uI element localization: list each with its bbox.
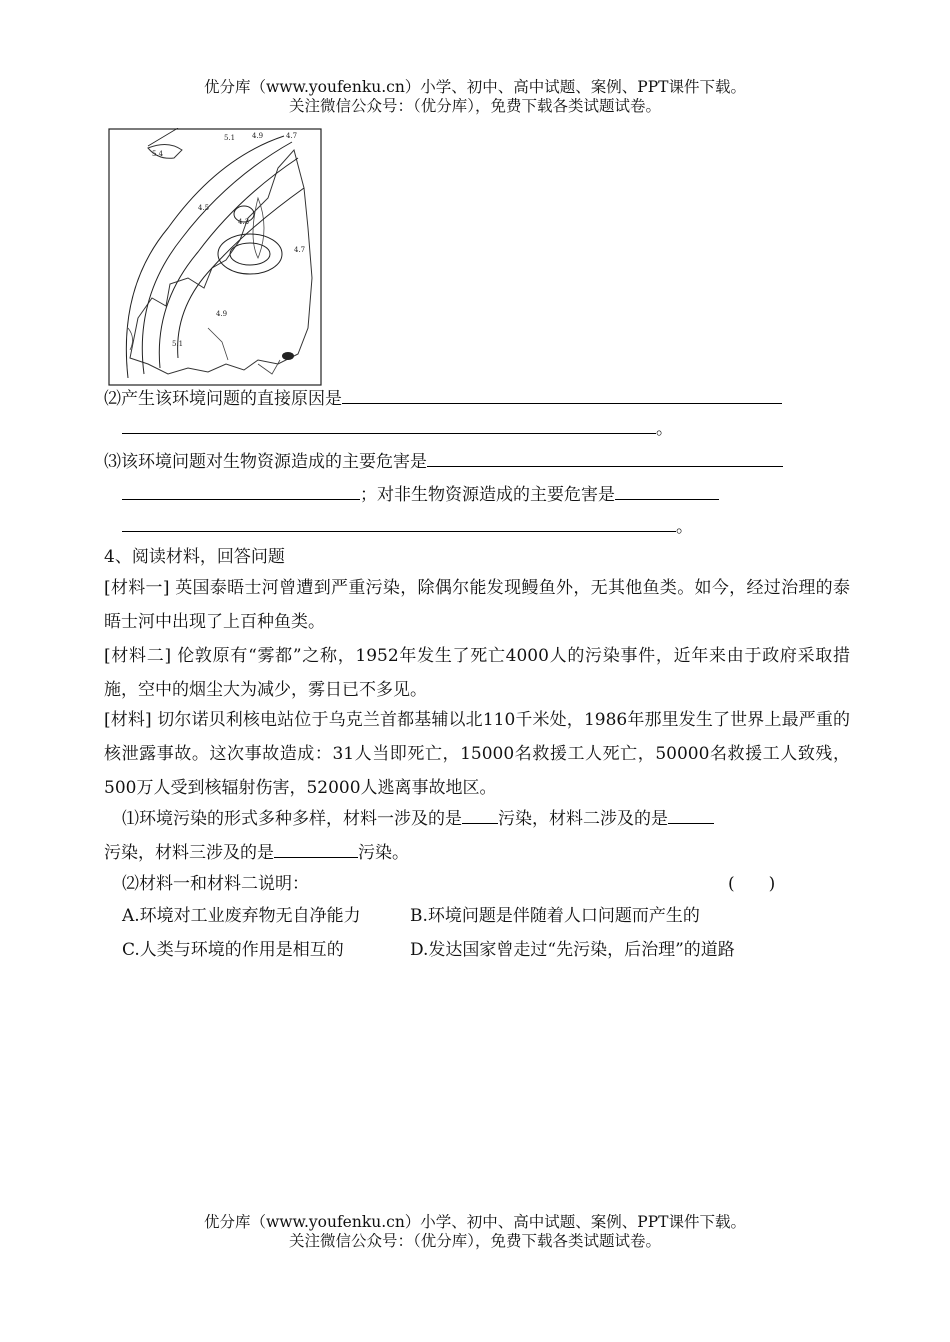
contour-label: 5.1 bbox=[224, 134, 236, 142]
page-footer bbox=[0, 1213, 950, 1251]
sub-question-1-line-2 bbox=[104, 840, 409, 864]
contour-label: 5.4 bbox=[152, 150, 164, 158]
question-2 bbox=[104, 386, 782, 410]
question-2-line-2 bbox=[122, 416, 673, 440]
question-3 bbox=[104, 449, 783, 473]
contour-label: 4.9 bbox=[252, 132, 264, 140]
europe-acid-rain-map bbox=[108, 128, 322, 386]
sub-question-1-text: 污染，材料二涉及的是 bbox=[498, 809, 668, 829]
period: 。 bbox=[676, 517, 693, 537]
footer-line-2: 关注微信公众号：（优分库），免费下载各类试题试卷。 bbox=[288, 1232, 661, 1250]
sub-question-2: ⑵材料一和材料二说明： bbox=[122, 874, 309, 894]
answer-blank[interactable] bbox=[427, 449, 783, 467]
contour-label: 4.3 bbox=[238, 218, 250, 226]
question-3-mid: ；对非生物资源造成的主要危害是 bbox=[360, 485, 615, 505]
sub-question-1-text: 污染。 bbox=[358, 843, 409, 863]
period: 。 bbox=[656, 419, 673, 439]
footer-line-1: 优分库（www.youfenku.cn）小学、初中、高中试题、案例、PPT课件下载。 bbox=[203, 1213, 747, 1231]
section-4-title: 4、阅读材料，回答问题 bbox=[104, 547, 285, 567]
question-3-line-3 bbox=[122, 514, 693, 538]
option-c[interactable]: C.人类与环境的作用是相互的 bbox=[122, 940, 344, 960]
option-d[interactable]: D.发达国家曾走过“先污染，后治理”的道路 bbox=[410, 940, 735, 960]
contour-label: 4.7 bbox=[286, 132, 298, 140]
material-1: [材料一] 英国泰晤士河曾遭到严重污染，除偶尔能发现鳗鱼外，无其他鱼类。如今，经过治理的泰晤士河中出现了上百种鱼类。 bbox=[104, 578, 850, 632]
contour-label: 4.7 bbox=[294, 246, 306, 254]
sub-question-1-text: 污染，材料三涉及的是 bbox=[104, 843, 274, 863]
answer-blank[interactable] bbox=[122, 416, 656, 434]
material-3: [材料] 切尔诺贝利核电站位于乌克兰首都基辅以北110千米处，1986年那里发生了世界上最严重的核泄露事故。这次事故造成：31人当即死亡，15000名救援工人死亡，50000名救援工人致残，500万人受到核辐射伤害，52000人逃离事故地区。 bbox=[104, 710, 850, 798]
option-a[interactable]: A.环境对工业废弃物无自净能力 bbox=[122, 906, 361, 926]
answer-blank[interactable] bbox=[668, 806, 714, 824]
question-2-label: ⑵产生该环境问题的直接原因是 bbox=[104, 389, 342, 409]
answer-blank[interactable] bbox=[342, 386, 782, 404]
answer-blank[interactable] bbox=[615, 482, 719, 500]
sub-question-1-text: ⑴环境污染的形式多种多样，材料一涉及的是 bbox=[122, 809, 462, 829]
answer-parentheses[interactable]: ( ) bbox=[728, 874, 776, 894]
contour-label: 5.1 bbox=[172, 340, 184, 348]
header-line-2: 关注微信公众号：（优分库），免费下载各类试题试卷。 bbox=[288, 97, 661, 115]
answer-blank[interactable] bbox=[122, 482, 360, 500]
contour-label: 4.5 bbox=[198, 204, 210, 212]
option-b[interactable]: B.环境问题是伴随着人口问题而产生的 bbox=[410, 906, 700, 926]
header-line-1: 优分库（www.youfenku.cn）小学、初中、高中试题、案例、PPT课件下载。 bbox=[203, 78, 747, 96]
page-header bbox=[0, 78, 950, 116]
answer-blank[interactable] bbox=[462, 806, 498, 824]
sub-question-1 bbox=[122, 806, 714, 830]
answer-blank[interactable] bbox=[274, 840, 358, 858]
question-3-label: ⑶该环境问题对生物资源造成的主要危害是 bbox=[104, 452, 427, 472]
answer-blank[interactable] bbox=[122, 514, 676, 532]
material-2: [材料二] 伦敦原有“雾都”之称，1952年发生了死亡4000人的污染事件，近年来由于政府采取措施，空中的烟尘大为减少，雾日已不多见。 bbox=[104, 646, 850, 700]
question-3-line-2 bbox=[122, 482, 719, 506]
contour-label: 4.9 bbox=[216, 310, 228, 318]
